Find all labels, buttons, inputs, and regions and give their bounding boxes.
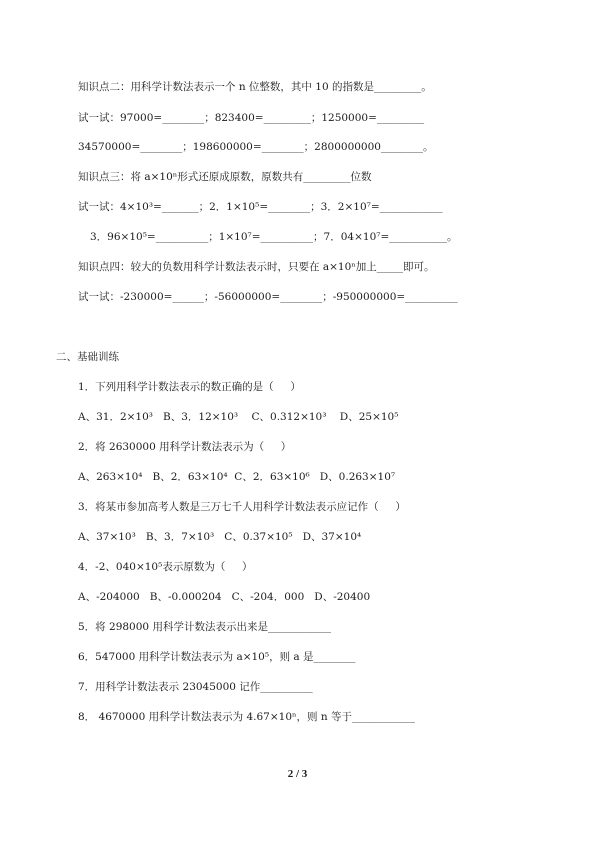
line-4: 知识点三：将 a×10ⁿ形式还原成原数，原数共有_________位数 (78, 171, 372, 183)
question-1-options: A、31．2×10³ B、3．12×10³ C、0.312×10³ D、25×10⁵ (78, 411, 399, 423)
line-5: 试一试：4×10³=_______；2．1×10⁵=________；3．2×10⁷=____________ (78, 201, 443, 213)
question-3: 3．将某市参加高考人数是三万七千人用科学计数法表示应记作（ ） (78, 501, 406, 513)
page-number: 2 / 3 (287, 768, 308, 780)
question-2-options: A、263×10⁴ B、2．63×10⁴ C、2．63×10⁶ D、0.263×10⁷ (78, 471, 396, 483)
line-1: 知识点二：用科学计数法表示一个 n 位整数，其中 10 的指数是_________。 (78, 81, 432, 93)
question-2: 2．将 2630000 用科学计数法表示为（ ） (78, 441, 292, 453)
question-4: 4．-2、040×10⁵表示原数为（ ） (78, 561, 253, 573)
question-1: 1．下列用科学计数法表示的数正确的是（ ） (78, 381, 301, 393)
section-heading: 二、基础训练 (56, 351, 119, 363)
question-6: 6．547000 用科学计数法表示为 a×10⁵，则 a 是________ (78, 651, 356, 663)
line-3: 34570000=________；198600000=________；2800000000________。 (78, 141, 434, 153)
question-8: 8． 4670000 用科学计数法表示为 4.67×10ⁿ，则 n 等于____________ (78, 711, 415, 723)
question-5: 5．将 298000 用科学计数法表示出来是____________ (78, 621, 331, 633)
line-6: 3．96×10⁵=__________；1×10⁷=__________；7．04×10⁷=___________。 (90, 231, 458, 243)
question-3-options: A、37×10³ B、3．7×10³ C、0.37×10⁵ D、37×10⁴ (78, 531, 362, 543)
line-8: 试一试：-230000=______；-56000000=________；-950000000=__________ (78, 291, 458, 303)
line-7: 知识点四：较大的负数用科学计数法表示时，只要在 a×10ⁿ加上_____即可。 (78, 261, 435, 273)
line-2: 试一试：97000=________；823400=_________；1250000=_________ (78, 112, 425, 124)
question-7: 7．用科学计数法表示 23045000 记作__________ (78, 681, 313, 693)
question-4-options: A、-204000 B、-0.000204 C、-204．000 D、-20400 (78, 591, 371, 603)
